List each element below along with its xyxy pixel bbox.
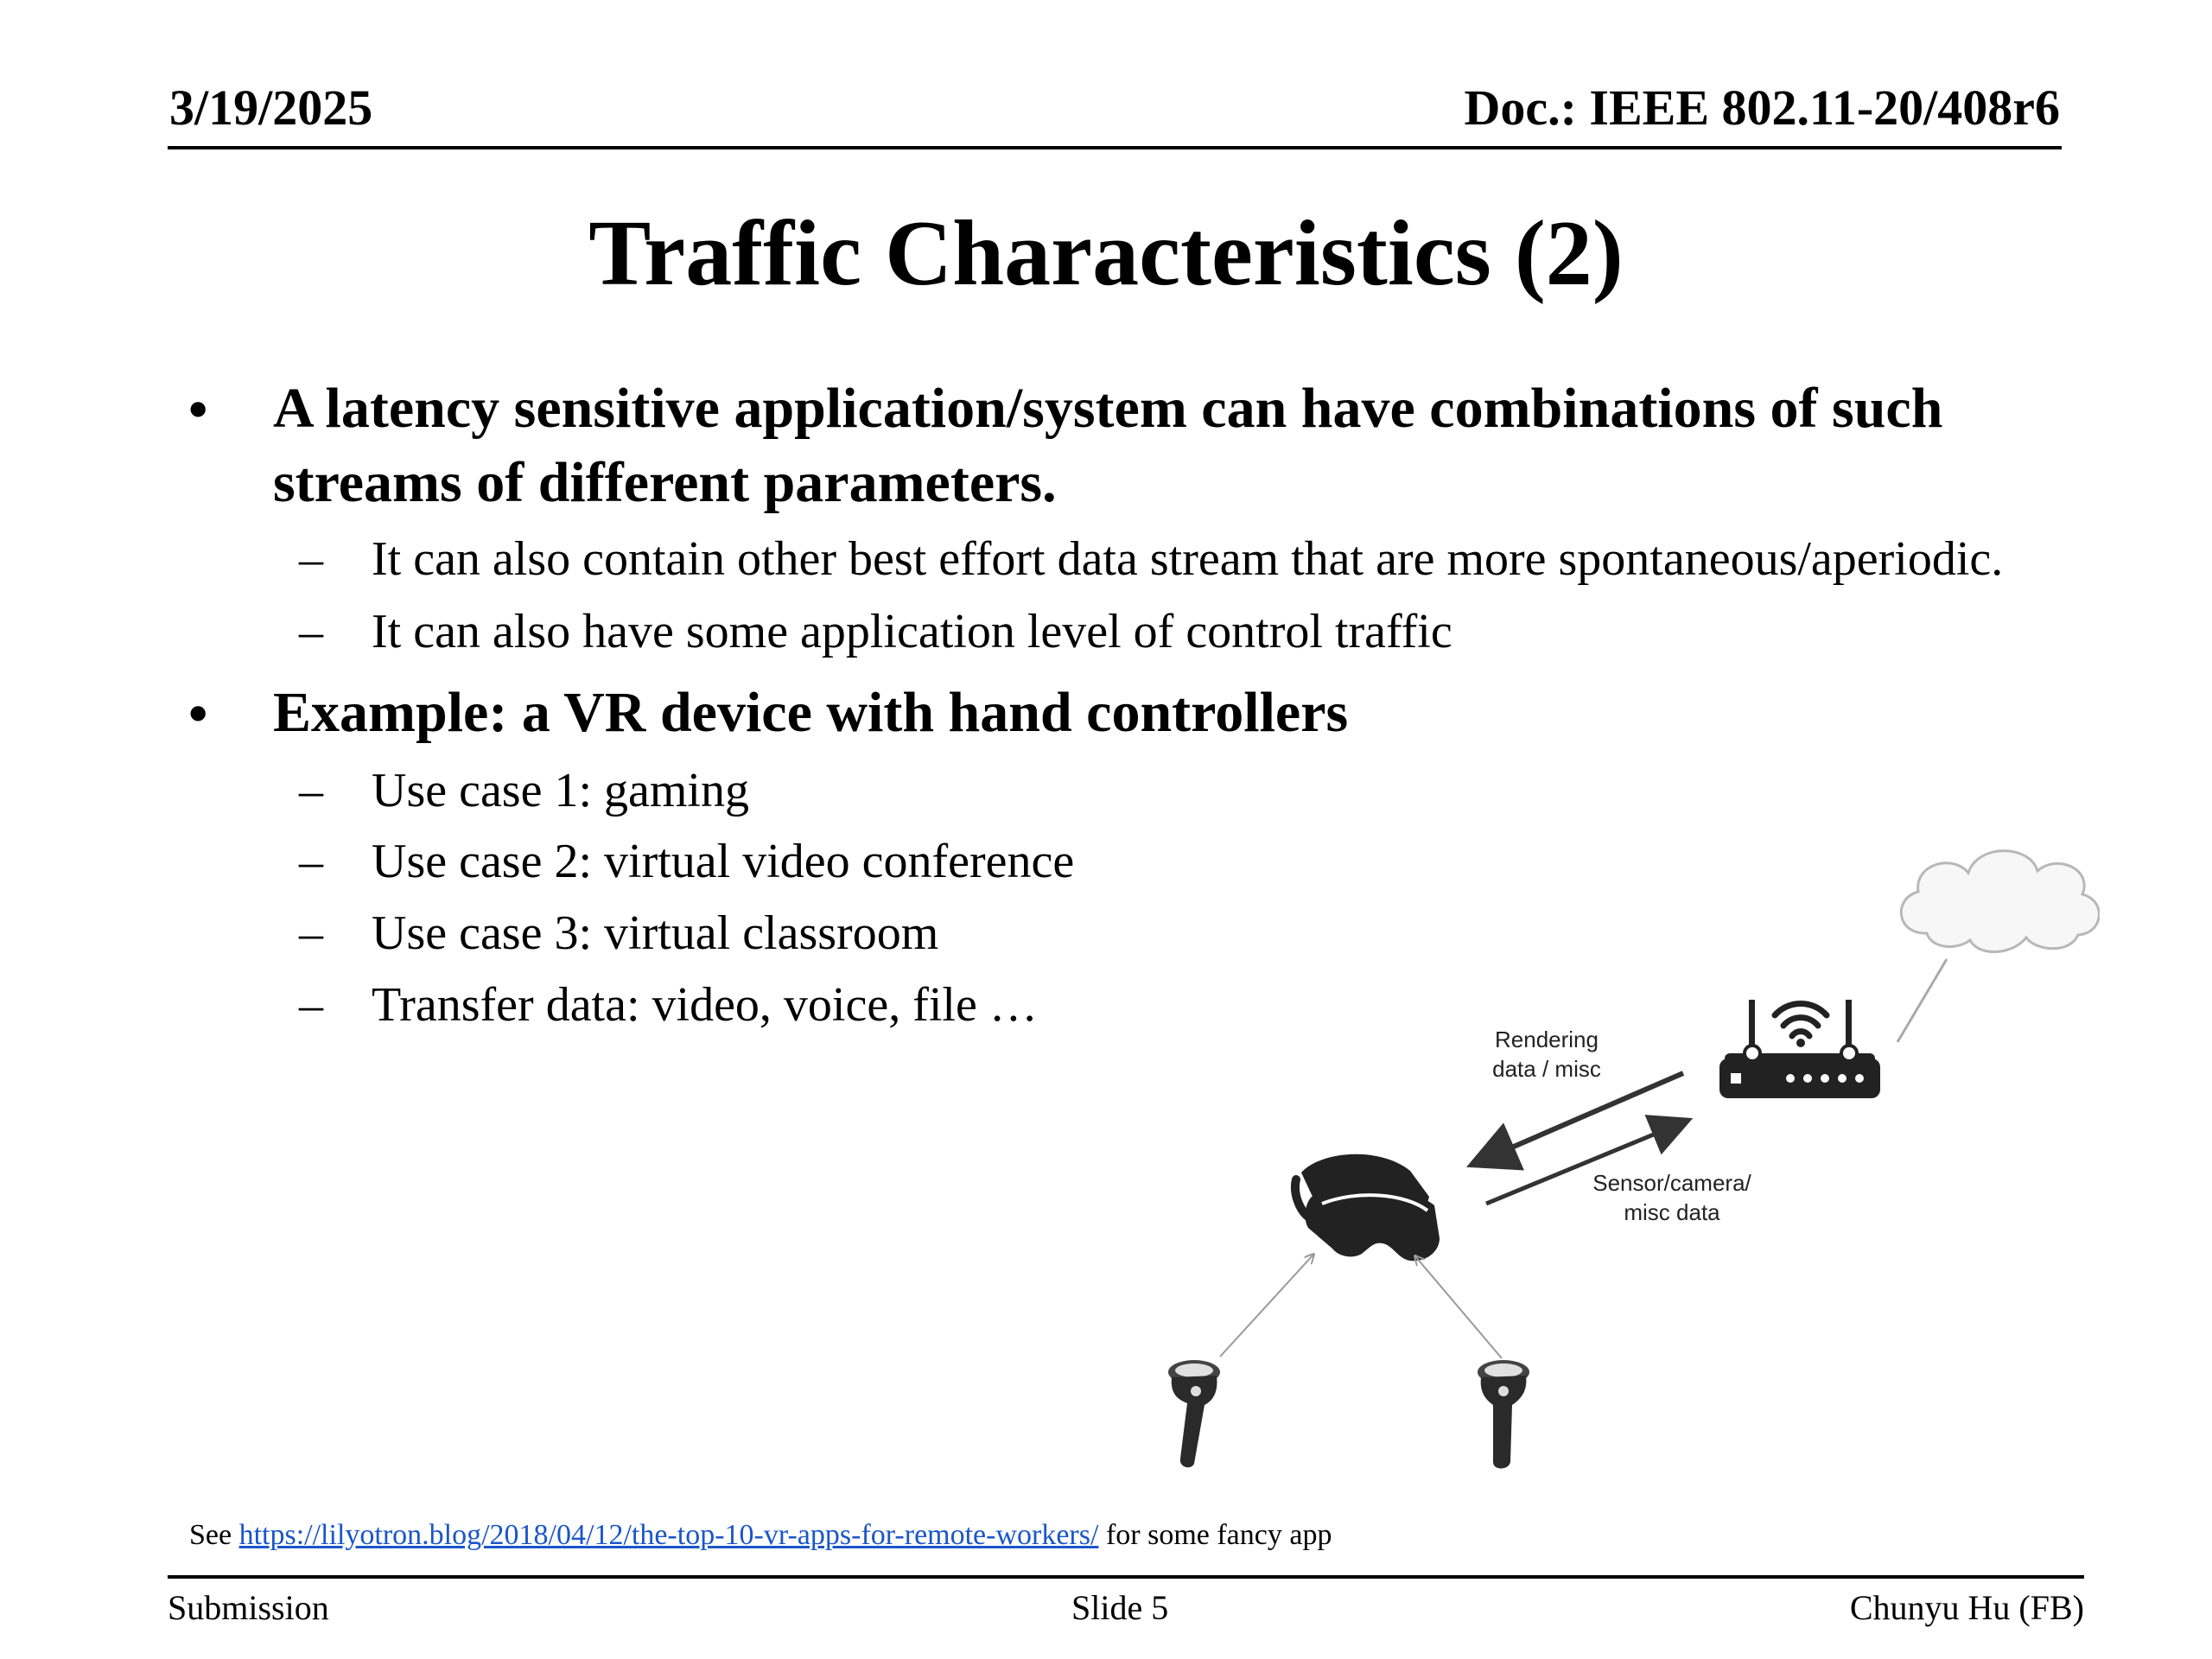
sub-bullet-text: It can also contain other best effort data stream that are more spontaneous/aperiodic. [372,532,2004,586]
downlink-label [1460,1025,1633,1084]
footnote-link[interactable]: https://lilyotron.blog/2018/04/12/the-top-10-vr-apps-for-remote-workers/ [238,1519,1099,1551]
sub-bullet-marker: – [299,605,323,658]
header-date: 3/19/2025 [169,79,373,136]
sub-bullet-item [0,529,2212,589]
sub-bullet-text: Use case 1: gaming [372,764,749,817]
sub-bullet-text: Use case 2: virtual video conference [372,835,1075,888]
bullet-marker: • [188,378,208,440]
bullet-text: Example: a VR device with hand controllers [273,681,1349,744]
diagram-canvas [1149,812,2100,1486]
footer-submission: Submission [168,1588,329,1627]
sub-bullet-text: Use case 3: virtual classroom [372,906,939,960]
sub-bullet-marker: – [299,906,323,960]
sub-bullet-marker: – [299,764,323,817]
controller-right-arrow [1415,1256,1502,1358]
sub-bullet-marker: – [299,835,323,888]
controller-left-arrow [1220,1255,1313,1357]
sub-bullet-marker: – [299,532,323,586]
sub-bullet-text: It can also have some application level of control traffic [372,605,1452,658]
uplink-label-line2: misc data [1624,1199,1720,1225]
cloud-link-line [1897,959,1947,1042]
header-doc-number: Doc.: IEEE 802.11-20/408r6 [1464,79,2060,136]
footer-author: Chunyu Hu (FB) [1849,1588,2084,1627]
downlink-label-line2: data / misc [1492,1056,1601,1082]
sub-bullet-marker: – [299,978,323,1032]
cloud-icon [1901,851,2099,952]
footnote-suffix: for some fancy app [1098,1519,1332,1551]
footnote-prefix: See [189,1519,239,1551]
sub-bullet-item [0,601,2212,662]
slide-title: Traffic Characteristics (2) [588,202,1624,305]
vr-headset-icon [1295,1154,1440,1262]
footnote [189,1516,1332,1554]
footer-slide-number: Slide 5 [1071,1588,1169,1627]
header-divider [168,146,2062,149]
uplink-label-line1: Sensor/camera/ [1592,1170,1751,1196]
bullet-marker: • [188,683,208,744]
downlink-label-line1: Rendering [1495,1027,1599,1052]
sub-bullet-text: Transfer data: video, voice, file … [372,978,1038,1032]
vr-network-diagram [1149,812,2100,1486]
hand-controller-icon [1168,1360,1220,1467]
hand-controller-icon [1478,1360,1529,1469]
uplink-label [1573,1168,1771,1227]
downlink-arrow [1476,1073,1683,1163]
footer-divider [168,1575,2084,1579]
wifi-router-icon [1719,1000,1880,1098]
bullet-text: A latency sensitive application/system can have combinations of such streams of different parameters. [273,377,1943,514]
